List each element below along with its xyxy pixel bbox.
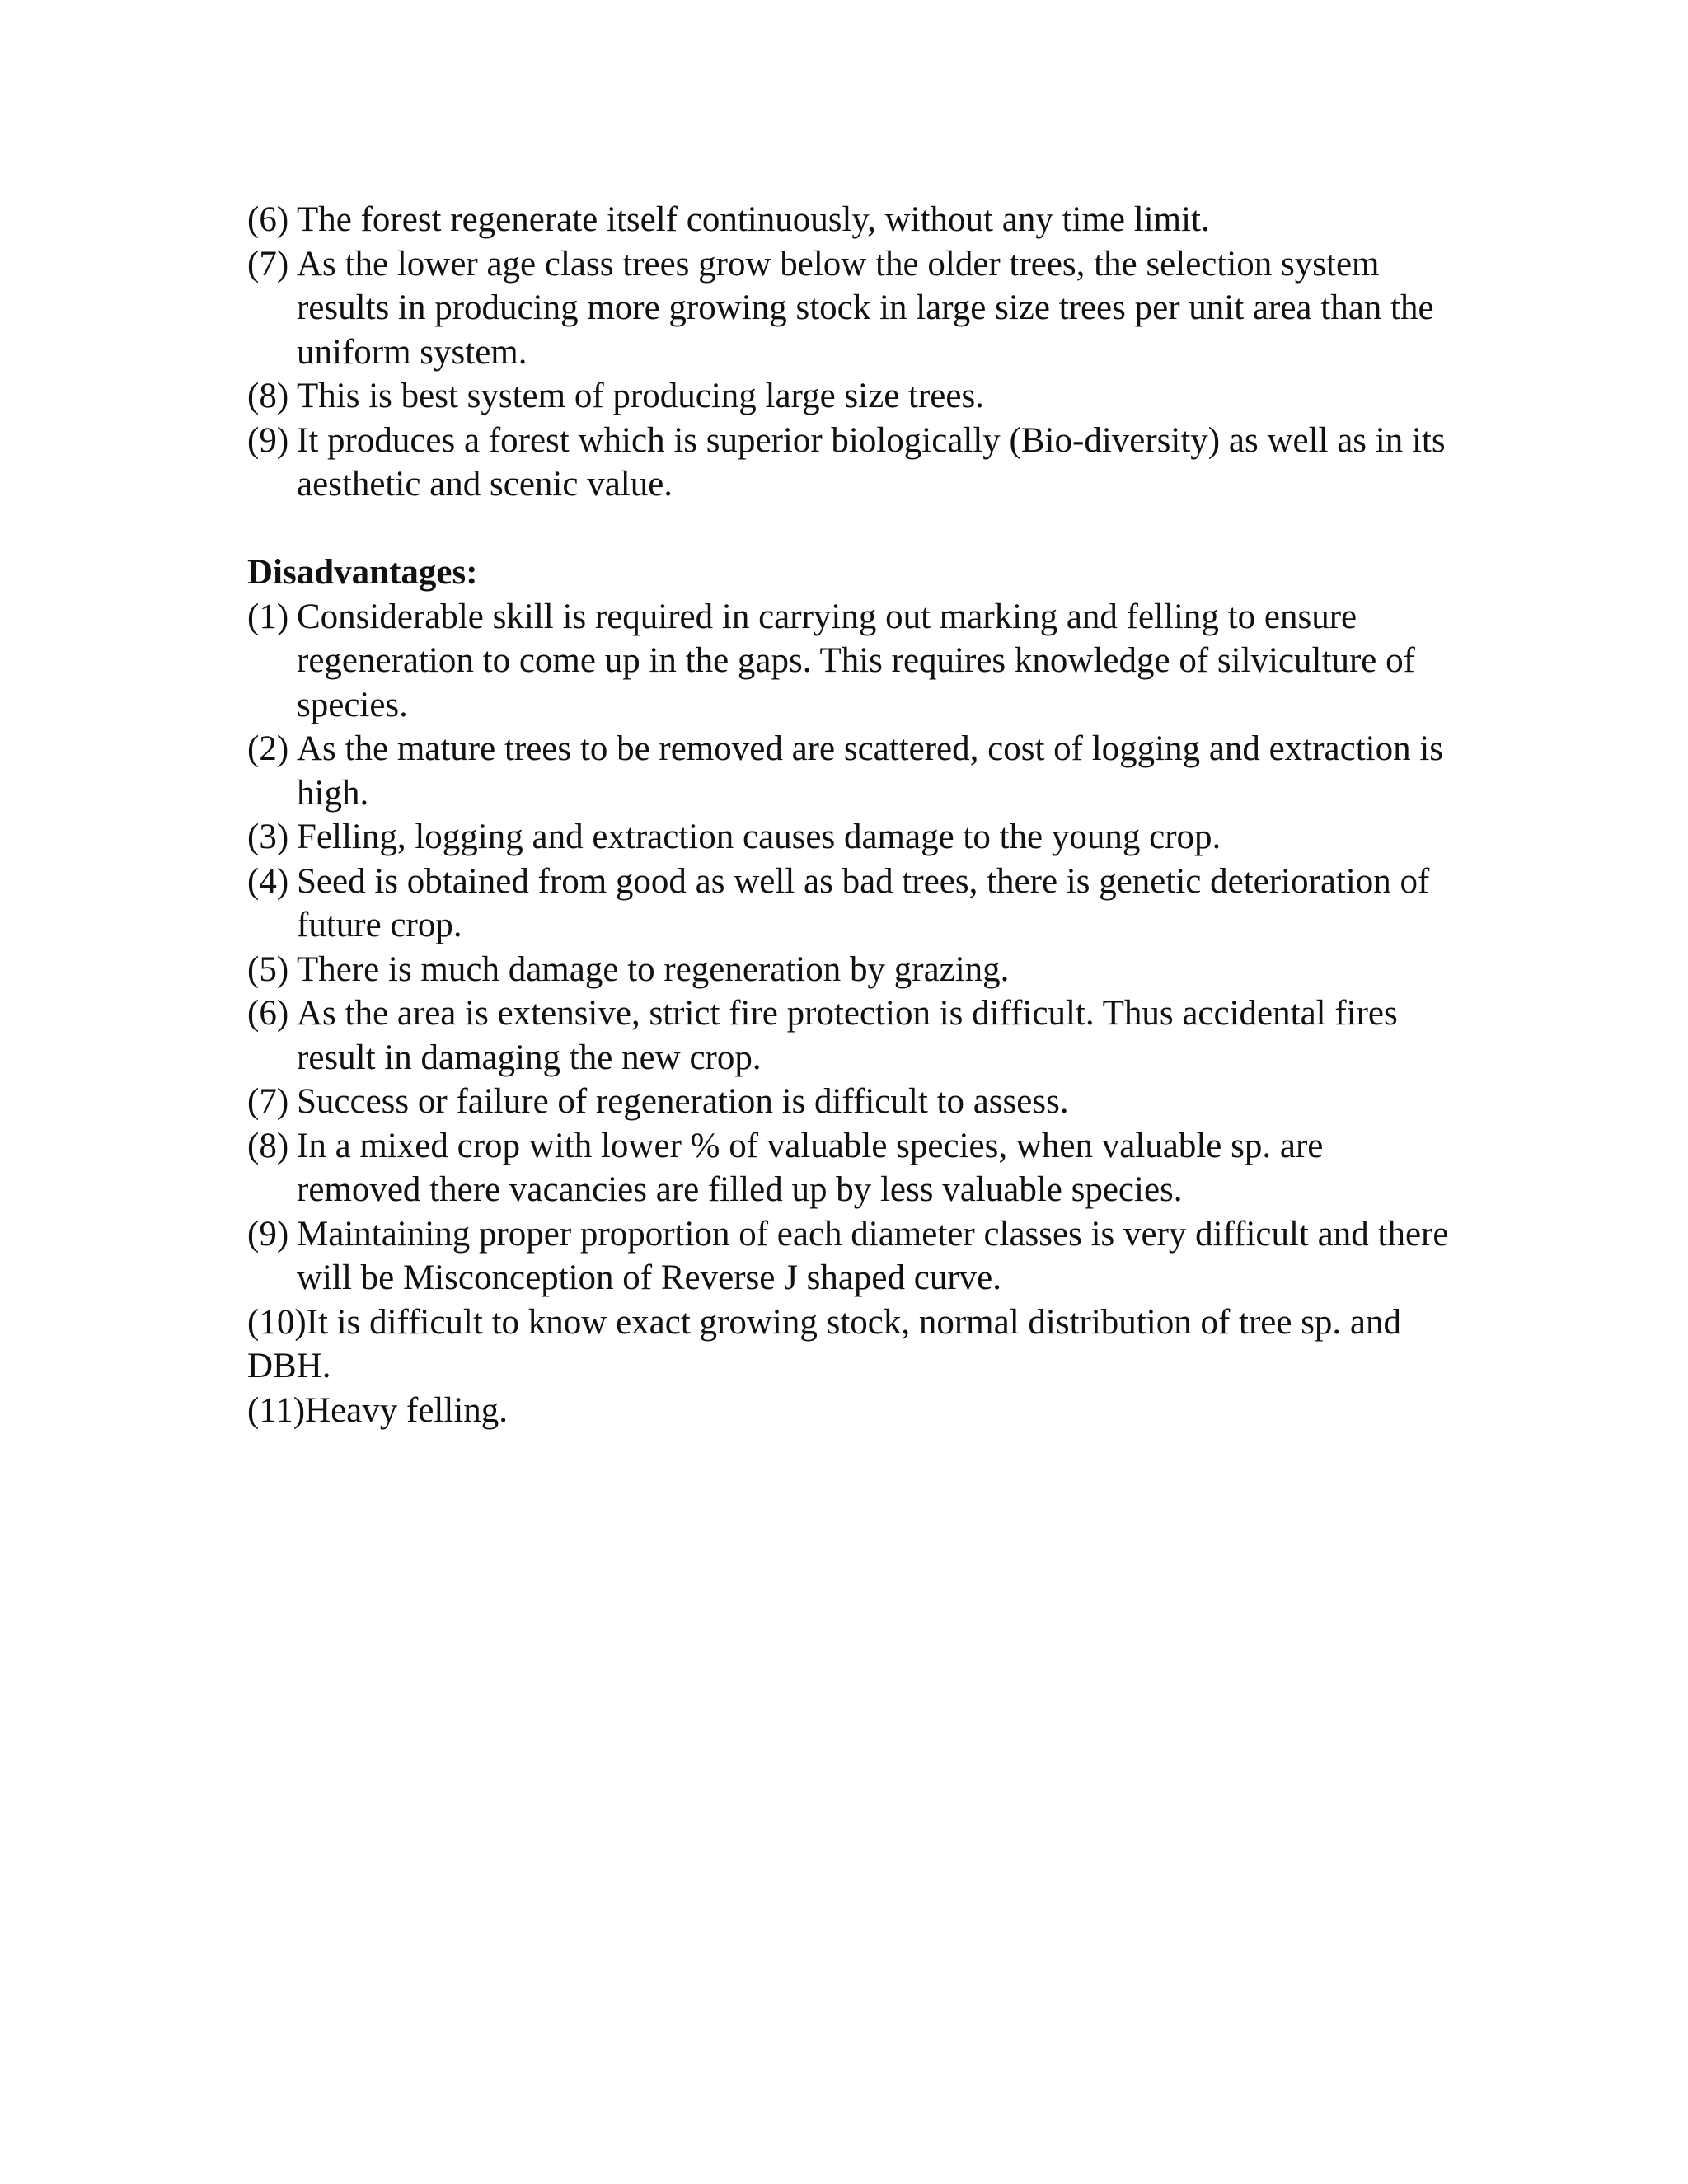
item-number: (9)	[247, 420, 289, 460]
list-item	[247, 419, 1451, 507]
item-number: (3)	[247, 818, 289, 856]
document-body	[247, 198, 1451, 1432]
item-number: (1)	[247, 597, 289, 636]
item-number: (8)	[247, 1126, 289, 1165]
item-number: (8)	[247, 377, 289, 415]
list-item	[247, 198, 1451, 242]
list-item	[247, 1212, 1451, 1301]
item-text: Seed is obtained from good as well as bad trees, there is genetic deterioration of future crop.	[297, 861, 1430, 944]
item-number: (10)	[247, 1302, 307, 1342]
item-number: (5)	[247, 949, 289, 989]
item-text: Considerable skill is required in carrying out marking and felling to ensure regeneration to come up in the gaps. This requires knowledge of silviculture of species.	[297, 597, 1415, 724]
item-number: (6)	[247, 200, 289, 239]
item-text: Heavy felling.	[305, 1390, 509, 1430]
list-item	[247, 727, 1451, 815]
item-text: Felling, logging and extraction causes damage to the young crop.	[297, 818, 1221, 856]
item-text: In a mixed crop with lower % of valuable species, when valuable sp. are removed there vacancies are filled up by less valuable species.	[297, 1126, 1324, 1209]
item-text: It produces a forest which is superior biologically (Bio-diversity) as well as in its aesthetic and scenic value.	[297, 420, 1446, 504]
item-number: (7)	[247, 1082, 289, 1121]
item-number: (9)	[247, 1214, 289, 1254]
list-item	[247, 991, 1451, 1080]
list-item	[247, 948, 1451, 992]
item-number: (6)	[247, 994, 289, 1033]
item-text: As the mature trees to be removed are scattered, cost of logging and extraction is high.	[297, 729, 1444, 813]
list-item	[247, 242, 1451, 375]
list-item	[247, 860, 1451, 948]
list-item	[247, 1301, 1451, 1389]
item-text: As the lower age class trees grow below the older trees, the selection system results in producing more growing stock in large size trees per unit area than the uniform system.	[297, 244, 1434, 372]
list-item	[247, 1124, 1451, 1212]
item-text: As the area is extensive, strict fire protection is difficult. Thus accidental fires result in damaging the new crop.	[297, 994, 1398, 1077]
list-item	[247, 1080, 1451, 1124]
item-text: It is difficult to know exact growing stock, normal distribution of tree sp. and DBH.	[247, 1302, 1402, 1385]
section-heading-disadvantages: Disadvantages:	[247, 553, 478, 592]
item-number: (7)	[247, 244, 289, 284]
item-number: (2)	[247, 729, 289, 768]
advantages-list	[247, 198, 1451, 507]
item-text: This is best system of producing large size trees.	[297, 377, 984, 415]
list-item	[247, 815, 1451, 860]
item-number: (4)	[247, 861, 289, 901]
item-text: Maintaining proper proportion of each diameter classes is very difficult and there will be Misconception of Reverse J shaped curve.	[297, 1214, 1449, 1297]
disadvantages-list	[247, 595, 1451, 1433]
item-text: There is much damage to regeneration by grazing.	[297, 949, 1010, 989]
item-text: Success or failure of regeneration is difficult to assess.	[297, 1082, 1069, 1121]
item-text: The forest regenerate itself continuously, without any time limit.	[297, 200, 1210, 239]
list-item	[247, 1389, 1451, 1433]
item-number: (11)	[247, 1390, 306, 1430]
list-item	[247, 595, 1451, 728]
list-item	[247, 374, 1451, 419]
